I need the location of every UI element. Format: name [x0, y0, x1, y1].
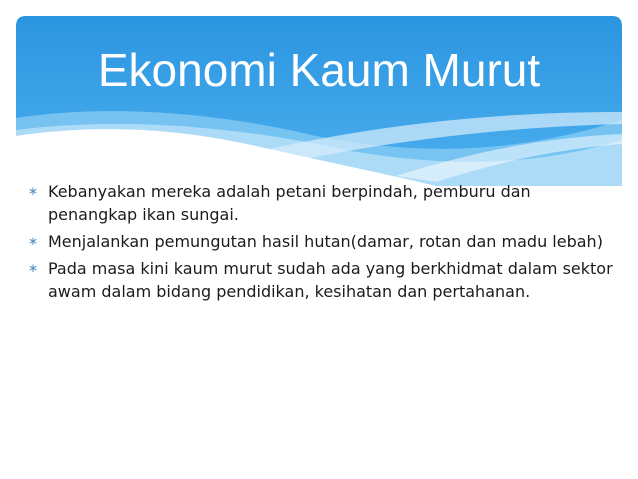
- bullet-list: [28, 180, 618, 307]
- bullet-text: Menjalankan pemungutan hasil hutan(damar, rotan dan madu lebah): [48, 232, 603, 251]
- asterisk-bullet-icon: ∗: [28, 261, 39, 275]
- slide-title: Ekonomi Kaum Murut: [97, 44, 541, 96]
- bullet-text: Pada masa kini kaum murut sudah ada yang berkhidmat dalam sektor awam dalam bidang pendidikan, kesihatan dan pertahanan.: [48, 259, 613, 301]
- asterisk-bullet-icon: ∗: [28, 234, 39, 248]
- asterisk-bullet-icon: ∗: [28, 184, 39, 198]
- bullet-text: Kebanyakan mereka adalah petani berpindah, pemburu dan penangkap ikan sungai.: [48, 182, 531, 224]
- title-banner: [16, 16, 622, 186]
- bullet-item: [28, 230, 618, 253]
- bullet-item: [28, 257, 618, 303]
- bullet-item: [28, 180, 618, 226]
